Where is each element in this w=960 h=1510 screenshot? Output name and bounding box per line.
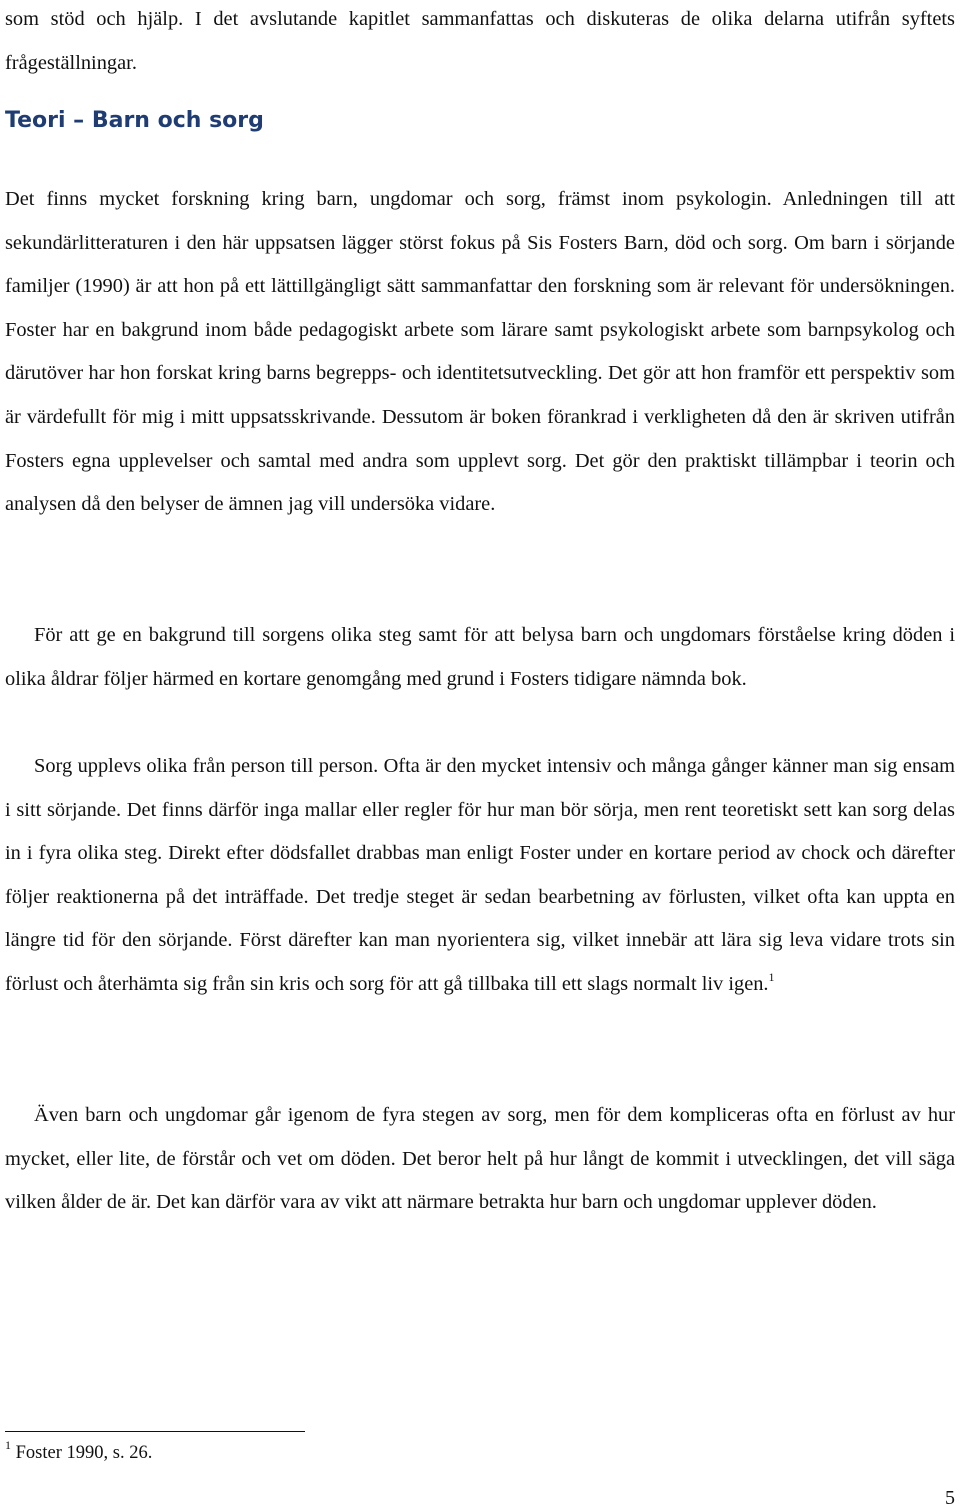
intro-paragraph: som stöd och hjälp. I det avslutande kapitlet sammanfattas och diskuteras de olika delarna utifrån syftets frågeställningar. xyxy=(5,8,955,74)
paragraph-3-text: Sorg upplevs olika från person till person. Ofta är den mycket intensiv och många gånger känner man sig ensam i sitt sörjande. Det finns därför inga mallar eller regler för hur man bör sörja, men rent teoretiskt sett kan sorg delas in i fyra olika steg. Direkt efter dödsfallet drabbas man enligt Foster under en kortare period av chock och därefter följer reaktionerna på det inträffade. Det tredje steget är sedan bearbetning av förlusten, vilket ofta kan uppta en längre tid för den sörjande. Först därefter kan man nyorientera sig, vilket innebär att lära sig leva vidare trots sin förlust och återhämta sig från sin kris och sorg för att gå tillbaka till ett slags normalt liv igen. xyxy=(5,755,955,995)
section-heading: Teori – Barn och sorg xyxy=(5,108,264,133)
footnote-reference[interactable]: 1 xyxy=(768,969,775,984)
footnote-number: 1 xyxy=(5,1438,11,1452)
footnote-text: Foster 1990, s. 26. xyxy=(15,1443,153,1463)
paragraph-3 xyxy=(5,745,955,1007)
paragraph-2: För att ge en bakgrund till sorgens olika steg samt för att belysa barn och ungdomars förståelse kring döden i olika åldrar följer härmed en kortare genomgång med grund i Fosters tidigare nämnda bok. xyxy=(5,624,955,690)
page-number: 5 xyxy=(945,1487,955,1509)
paragraph-4: Även barn och ungdomar går igenom de fyra stegen av sorg, men för dem kompliceras ofta en förlust av hur mycket, eller lite, de förstår och vet om döden. Det beror helt på hur långt de kommit i utvecklingen, det vill säga vilken ålder de är. Det kan därför vara av vikt att närmare betrakta hur barn och ungdomar upplever döden. xyxy=(5,1104,955,1214)
footnote xyxy=(5,1438,153,1464)
footnote-divider xyxy=(5,1431,305,1432)
paragraph-1: Det finns mycket forskning kring barn, ungdomar och sorg, främst inom psykologin. Anledningen till att sekundärlitteraturen i den här uppsatsen lägger störst fokus på Sis Fosters Barn, död och sorg. Om barn i sörjande familjer (1990) är att hon på ett lättillgängligt sätt sammanfattar den forskning som är relevant för undersökningen. Foster har en bakgrund inom både pedagogiskt arbete som lärare samt psykologiskt arbete som barnpsykolog och därutöver har hon forskat kring barns begrepps- och identitetsutveckling. Det gör att hon framför ett perspektiv som är värdefullt för mig i mitt uppsatsskrivande. Dessutom är boken förankrad i verkligheten då den är skriven utifrån Fosters egna upplevelser och samtal med andra som upplevt sorg. Det gör den praktiskt tillämpbar i teorin och analysen då den belyser de ämnen jag vill undersöka vidare. xyxy=(5,188,955,516)
